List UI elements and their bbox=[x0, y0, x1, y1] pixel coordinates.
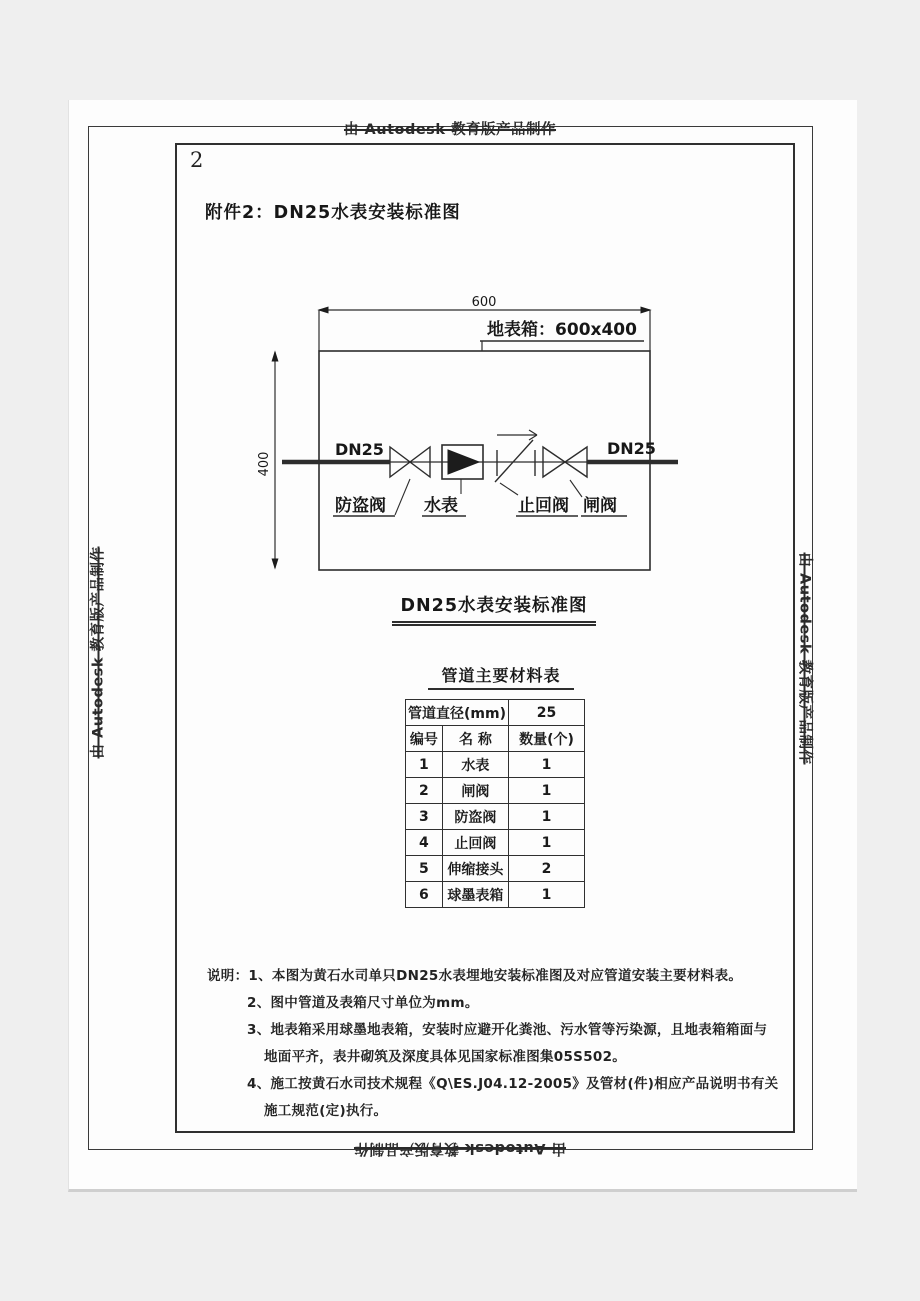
dim-600-value: 600 bbox=[471, 295, 497, 310]
note-line: 地面平齐，表井砌筑及深度具体见国家标准图集05S502。 bbox=[264, 1049, 627, 1065]
autodesk-watermark-bottom: 由 Autodesk 教育版产品制作 bbox=[353, 1140, 567, 1156]
cell-no: 5 bbox=[406, 856, 443, 882]
cell-name: 闸阀 bbox=[442, 778, 508, 804]
cell-qty: 1 bbox=[508, 830, 584, 856]
note-line: 3、地表箱采用球墨地表箱，安装时应避开化粪池、污水管等污染源，且地表箱箱面与 bbox=[247, 1022, 768, 1038]
cell-name: 伸缩接头 bbox=[442, 856, 508, 882]
materials-table bbox=[405, 699, 585, 908]
anti-theft-valve-label: 防盗阀 bbox=[335, 496, 386, 516]
table-row bbox=[406, 882, 585, 908]
dimension-400 bbox=[257, 352, 278, 568]
cell-qty: 1 bbox=[508, 882, 584, 908]
table-row bbox=[406, 752, 585, 778]
water-meter-symbol bbox=[442, 445, 483, 479]
surface-box-label-text: 地表箱：600x400 bbox=[487, 320, 637, 340]
note-line: 2、图中管道及表箱尺寸单位为mm。 bbox=[247, 995, 479, 1011]
gate-valve-label: 闸阀 bbox=[583, 496, 617, 516]
cell-qty: 2 bbox=[508, 856, 584, 882]
check-valve-symbol bbox=[495, 430, 537, 482]
cell-no: 2 bbox=[406, 778, 443, 804]
table-row bbox=[406, 804, 585, 830]
check-valve-label: 止回阀 bbox=[518, 496, 569, 516]
page-number: 2 bbox=[190, 148, 204, 172]
diameter-label-cell: 管道直径(mm) bbox=[406, 700, 509, 726]
table-header-row bbox=[406, 726, 585, 752]
cell-no: 3 bbox=[406, 804, 443, 830]
autodesk-watermark-left: 由 Autodesk 教育版产品制作 bbox=[90, 546, 107, 759]
cell-no: 4 bbox=[406, 830, 443, 856]
autodesk-watermark-top: 由 Autodesk 教育版产品制作 bbox=[343, 122, 557, 138]
table-row bbox=[406, 778, 585, 804]
cell-qty: 1 bbox=[508, 752, 584, 778]
table-row bbox=[406, 856, 585, 882]
component-labels bbox=[333, 479, 627, 516]
cell-name: 水表 bbox=[442, 752, 508, 778]
cell-name: 球墨表箱 bbox=[442, 882, 508, 908]
pipe-label-right: DN25 bbox=[607, 439, 656, 458]
cell-no: 6 bbox=[406, 882, 443, 908]
cell-qty: 1 bbox=[508, 804, 584, 830]
header-name: 名 称 bbox=[442, 726, 508, 752]
surface-box-label bbox=[480, 319, 644, 351]
cell-name: 防盗阀 bbox=[442, 804, 508, 830]
cell-name: 止回阀 bbox=[442, 830, 508, 856]
installation-diagram bbox=[230, 282, 700, 592]
note-line: 说明：1、本图为黄石水司单只DN25水表埋地安装标准图及对应管道安装主要材料表。 bbox=[207, 968, 743, 984]
cell-no: 1 bbox=[406, 752, 443, 778]
note-line: 施工规范(定)执行。 bbox=[264, 1103, 388, 1119]
materials-table-title: 管道主要材料表 bbox=[428, 663, 574, 690]
dim-400-value: 400 bbox=[257, 451, 272, 477]
table-row-diameter bbox=[406, 700, 585, 726]
header-qty: 数量(个) bbox=[508, 726, 584, 752]
autodesk-watermark-right: 由 Autodesk 教育版产品制作 bbox=[796, 552, 813, 765]
cell-qty: 1 bbox=[508, 778, 584, 804]
diameter-value-cell: 25 bbox=[508, 700, 584, 726]
table-row bbox=[406, 830, 585, 856]
document-title: 附件2：DN25水表安装标准图 bbox=[205, 203, 461, 223]
water-meter-label: 水表 bbox=[424, 496, 458, 516]
pipe-label-left: DN25 bbox=[335, 440, 384, 459]
note-line: 4、施工按黄石水司技术规程《Q\ES.J04.12-2005》及管材(件)相应产品说明书有关 bbox=[247, 1076, 779, 1092]
diagram-caption: DN25水表安装标准图 bbox=[392, 592, 596, 626]
header-no: 编号 bbox=[406, 726, 443, 752]
notes-section bbox=[207, 963, 779, 1125]
